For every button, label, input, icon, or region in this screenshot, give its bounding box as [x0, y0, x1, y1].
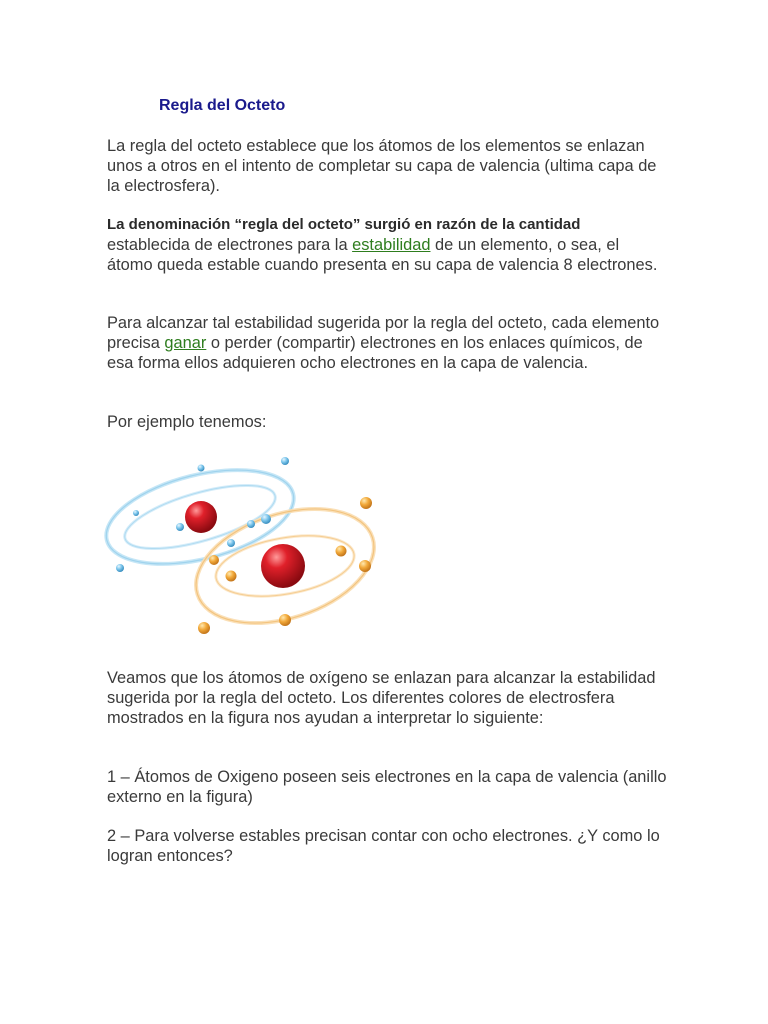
paragraph-text: o perder (compartir) electrones en los enlaces químicos, de esa forma ellos adquieren ocho electrones en la capa de valencia. — [107, 334, 643, 372]
paragraph-text: establecida de electrones para la — [107, 236, 353, 254]
page-title: Regla del Octeto — [159, 97, 286, 114]
paragraph-stability — [107, 313, 667, 373]
paragraph-text: de un elemento, o sea, el átomo queda estable cuando presenta en su capa de valencia 8 electrones. — [107, 236, 658, 274]
list-item-marker: 1 – — [107, 768, 130, 786]
paragraph-definition: La regla del octeto establece que los átomos de los elementos se enlazan unos a otros en el intento de completar su capa de valencia (ultima capa de la electrosfera). — [107, 137, 657, 195]
paragraph-denomination — [107, 214, 667, 275]
paragraph-example-intro: Por ejemplo tenemos: — [107, 413, 267, 431]
list-item-2 — [107, 826, 667, 866]
bold-lead-text: La denominación “regla del octeto” surgió en razón de la cantidad — [107, 216, 581, 233]
nucleus-left — [185, 501, 217, 533]
link-estabilidad[interactable]: estabilidad — [352, 236, 431, 254]
list-item-1 — [107, 767, 667, 807]
list-item-text: Para volverse estables precisan contar con ocho electrones. ¿Y como lo logran entonces? — [107, 827, 660, 865]
paragraph-text: Para alcanzar tal estabilidad sugerida por la regla del octeto, cada elemento precisa — [107, 314, 660, 352]
oxygen-molecule-illustration — [100, 445, 400, 645]
nucleus-right — [261, 544, 305, 588]
list-item-marker: 2 – — [107, 827, 130, 845]
paragraph-explanation: Veamos que los átomos de oxígeno se enlazan para alcanzar la estabilidad sugerida por la regla del octeto. Los diferentes colores de electrosfera mostrados en la figura nos ayudan a interpretar lo siguiente: — [107, 669, 656, 727]
list-item-text: Átomos de Oxigeno poseen seis electrones en la capa de valencia (anillo externo en la figura) — [107, 768, 667, 806]
link-ganar[interactable]: ganar — [164, 334, 207, 352]
